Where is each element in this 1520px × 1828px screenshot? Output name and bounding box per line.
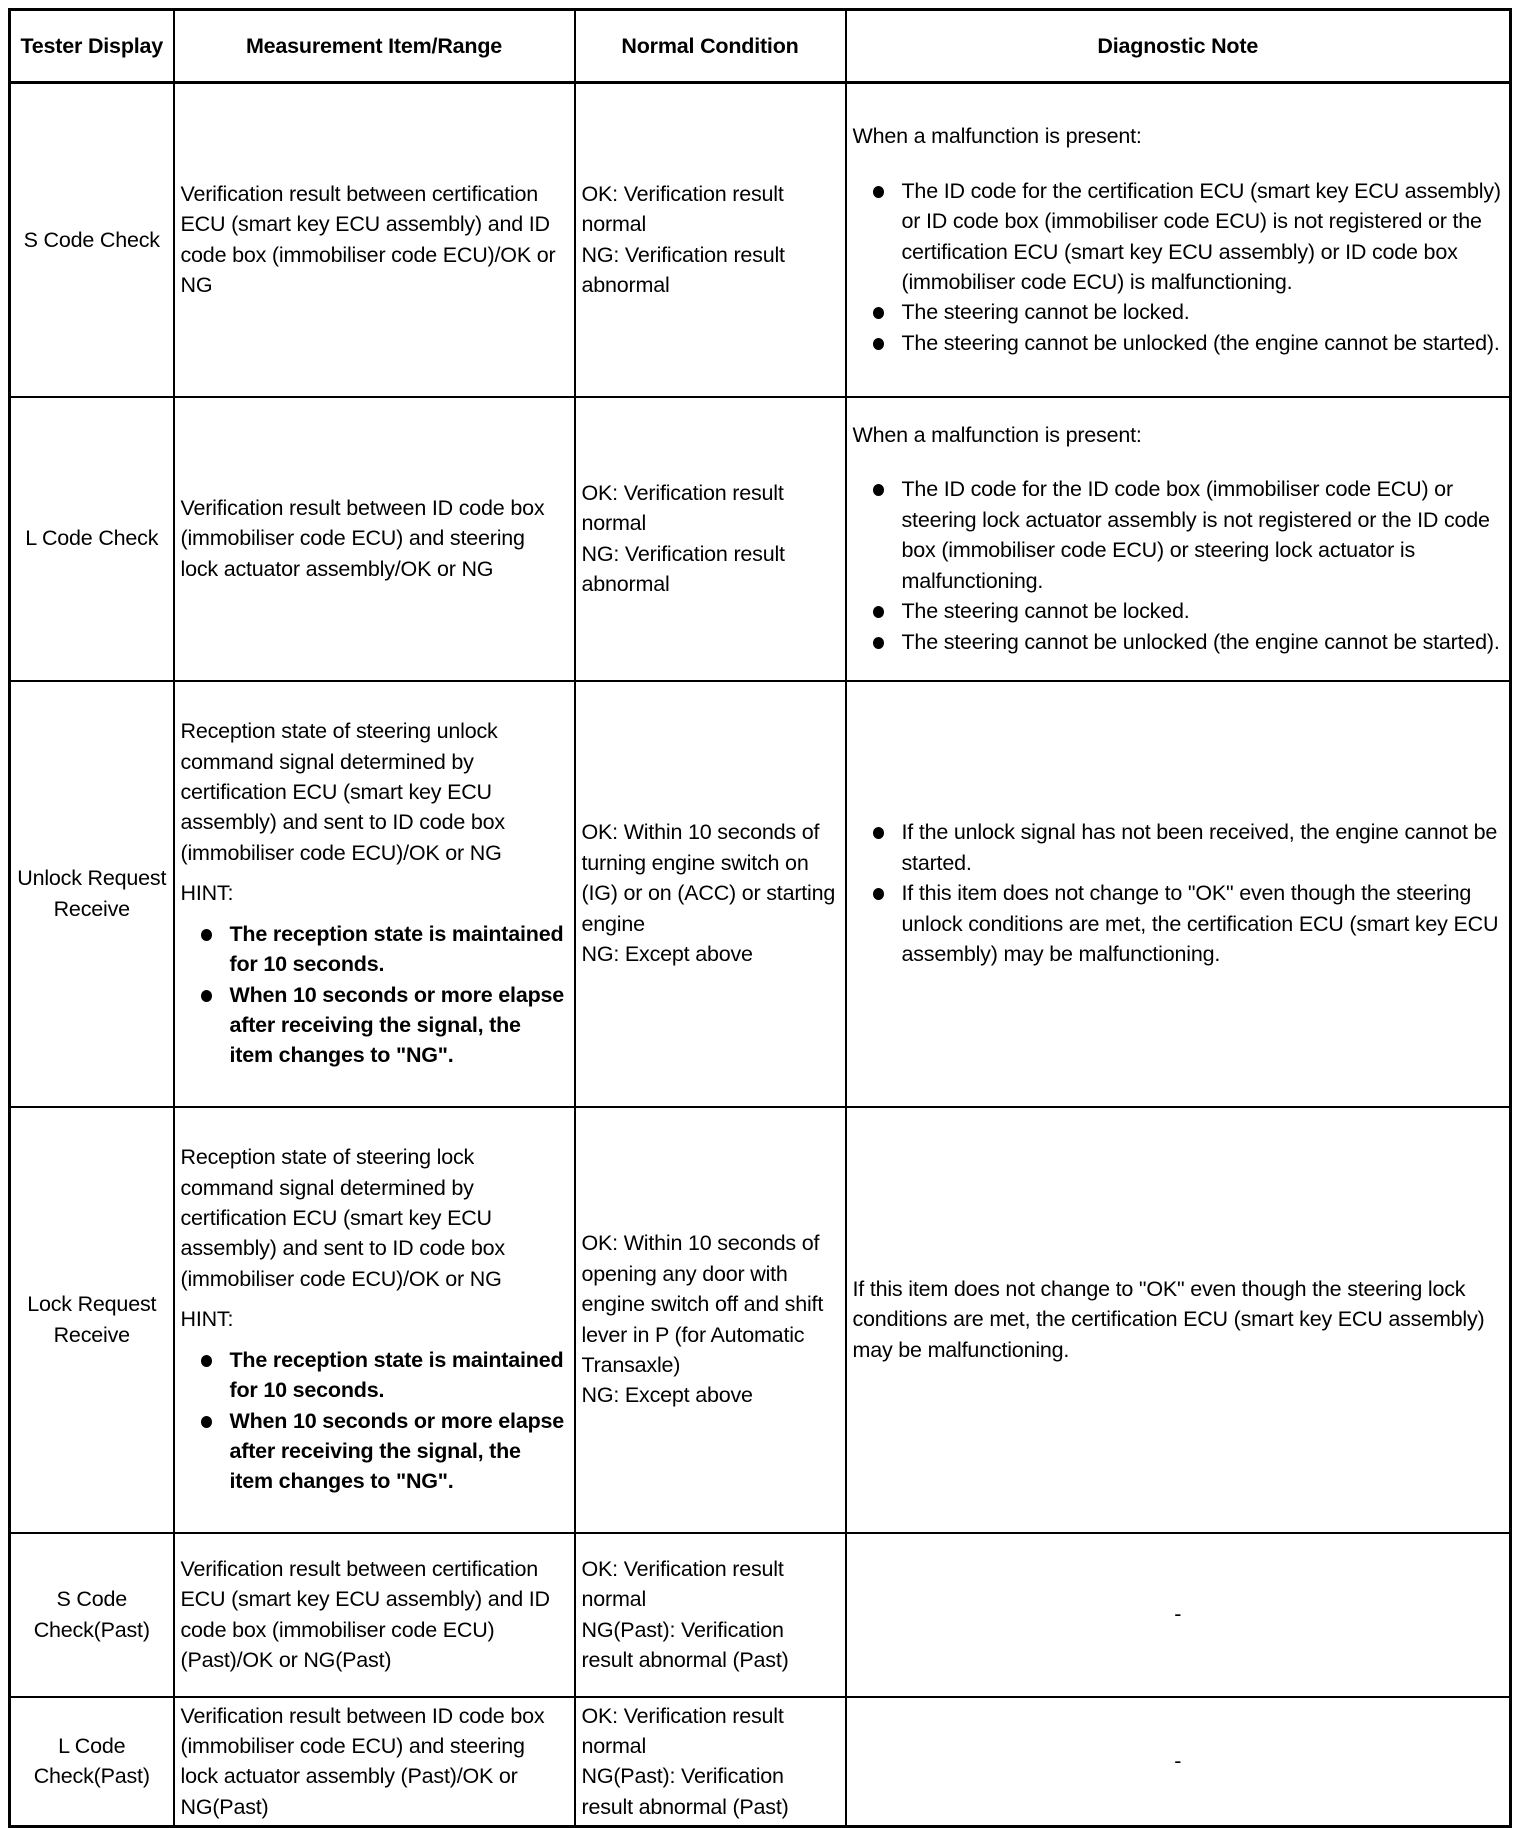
tester-display-cell: L Code Check(Past) xyxy=(10,1697,174,1827)
measurement-cell xyxy=(174,1107,575,1533)
diagnostic-note-cell xyxy=(846,83,1511,397)
measurement-cell: Verification result between certification ECU (smart key ECU assembly) and ID code box (immobiliser code ECU)/OK or NG xyxy=(174,83,575,397)
normal-condition-cell xyxy=(575,83,846,397)
diagnostic-note-cell: - xyxy=(846,1533,1511,1697)
table-row xyxy=(10,1107,1511,1533)
note-bullet-list xyxy=(853,817,1504,969)
hint-label: HINT: xyxy=(180,1307,234,1332)
note-bullet: The steering cannot be unlocked (the engine cannot be started). xyxy=(853,627,1504,657)
normal-condition-cell xyxy=(575,1107,846,1533)
measurement-cell: Verification result between ID code box (immobiliser code ECU) and steering lock actuator assembly/OK or NG xyxy=(174,397,575,681)
header-normal-condition: Normal Condition xyxy=(575,10,846,83)
hint-bullet-list xyxy=(181,1345,568,1497)
table-row xyxy=(10,397,1511,681)
diagnostic-note-cell: - xyxy=(846,1697,1511,1827)
note-bullet: The steering cannot be unlocked (the engine cannot be started). xyxy=(853,328,1504,358)
header-tester-display: Tester Display xyxy=(10,10,174,83)
header-measurement-item: Measurement Item/Range xyxy=(174,10,575,83)
diagnostic-data-table xyxy=(8,8,1512,1828)
note-bullet-list xyxy=(853,176,1504,358)
normal-ok: OK: Within 10 seconds of opening any door with engine switch off and shift lever in P (for Automatic Transaxle) xyxy=(581,1231,824,1377)
note-bullet: If the unlock signal has not been received, the engine cannot be started. xyxy=(853,817,1504,878)
table-row xyxy=(10,681,1511,1107)
normal-ng: NG(Past): Verification result abnormal (Past) xyxy=(581,1617,789,1672)
measurement-cell: Verification result between ID code box (immobiliser code ECU) and steering lock actuator assembly (Past)/OK or NG(Past) xyxy=(174,1697,575,1827)
normal-ok: OK: Verification result normal xyxy=(581,181,784,237)
note-bullet: The ID code for the certification ECU (smart key ECU assembly) or ID code box (immobiliser code ECU) is not registered or the certification ECU (smart key ECU assembly) or ID code box (immobiliser code ECU) is malfunctioning. xyxy=(853,176,1504,298)
normal-ok: OK: Verification result normal xyxy=(581,1556,784,1612)
hint-bullet: The reception state is maintained for 10 seconds. xyxy=(181,1345,568,1406)
normal-ok: OK: Within 10 seconds of turning engine switch on (IG) or on (ACC) or starting engine xyxy=(581,820,836,936)
normal-ng: NG: Except above xyxy=(581,1383,753,1408)
hint-bullet: When 10 seconds or more elapse after receiving the signal, the item changes to "NG". xyxy=(181,1406,568,1497)
normal-ng: NG(Past): Verification result abnormal (Past) xyxy=(581,1764,789,1819)
tester-display-cell: S Code Check(Past) xyxy=(10,1533,174,1697)
hint-bullet-list xyxy=(181,919,568,1071)
hint-label: HINT: xyxy=(180,881,234,906)
measurement-text: Reception state of steering lock command signal determined by certification ECU (smart key ECU assembly) and sent to ID code box (immobiliser code ECU)/OK or NG xyxy=(180,1145,505,1291)
diagnostic-note-cell: If this item does not change to "OK" even though the steering lock conditions are met, the certification ECU (smart key ECU assembly) may be malfunctioning. xyxy=(846,1107,1511,1533)
table-row xyxy=(10,1533,1511,1697)
normal-ng: NG: Verification result abnormal xyxy=(581,541,785,596)
tester-display-cell: S Code Check xyxy=(10,83,174,397)
note-bullet: If this item does not change to "OK" even though the steering unlock conditions are met, the certification ECU (smart key ECU assembly) may be malfunctioning. xyxy=(853,878,1504,969)
hint-bullet: When 10 seconds or more elapse after receiving the signal, the item changes to "NG". xyxy=(181,980,568,1071)
note-bullet: The steering cannot be locked. xyxy=(853,596,1504,626)
note-lead: When a malfunction is present: xyxy=(852,423,1142,448)
header-diagnostic-note: Diagnostic Note xyxy=(846,10,1511,83)
note-bullet-list xyxy=(853,474,1504,656)
diagnostic-note-cell xyxy=(846,397,1511,681)
table-header-row xyxy=(10,10,1511,83)
normal-ng: NG: Verification result abnormal xyxy=(581,242,785,298)
table-row xyxy=(10,1697,1511,1827)
note-bullet: The ID code for the ID code box (immobiliser code ECU) or steering lock actuator assembly is not registered or the ID code box (immobiliser code ECU) or steering lock actuator is malfunctioning. xyxy=(853,474,1504,596)
table-row xyxy=(10,83,1511,397)
normal-ok: OK: Verification result normal xyxy=(581,1703,784,1758)
tester-display-cell: Unlock Request Receive xyxy=(10,681,174,1107)
measurement-text: Reception state of steering unlock command signal determined by certification ECU (smart key ECU assembly) and sent to ID code box (immobiliser code ECU)/OK or NG xyxy=(180,719,505,865)
normal-condition-cell xyxy=(575,397,846,681)
tester-display-cell: L Code Check xyxy=(10,397,174,681)
measurement-cell: Verification result between certification ECU (smart key ECU assembly) and ID code box (immobiliser code ECU) (Past)/OK or NG(Past) xyxy=(174,1533,575,1697)
normal-condition-cell xyxy=(575,681,846,1107)
tester-display-cell: Lock Request Receive xyxy=(10,1107,174,1533)
note-bullet: The steering cannot be locked. xyxy=(853,297,1504,327)
normal-condition-cell xyxy=(575,1697,846,1827)
note-lead: When a malfunction is present: xyxy=(852,124,1142,149)
diagnostic-note-cell xyxy=(846,681,1511,1107)
measurement-cell xyxy=(174,681,575,1107)
normal-ok: OK: Verification result normal xyxy=(581,480,784,536)
normal-condition-cell xyxy=(575,1533,846,1697)
normal-ng: NG: Except above xyxy=(581,942,753,967)
hint-bullet: The reception state is maintained for 10 seconds. xyxy=(181,919,568,980)
